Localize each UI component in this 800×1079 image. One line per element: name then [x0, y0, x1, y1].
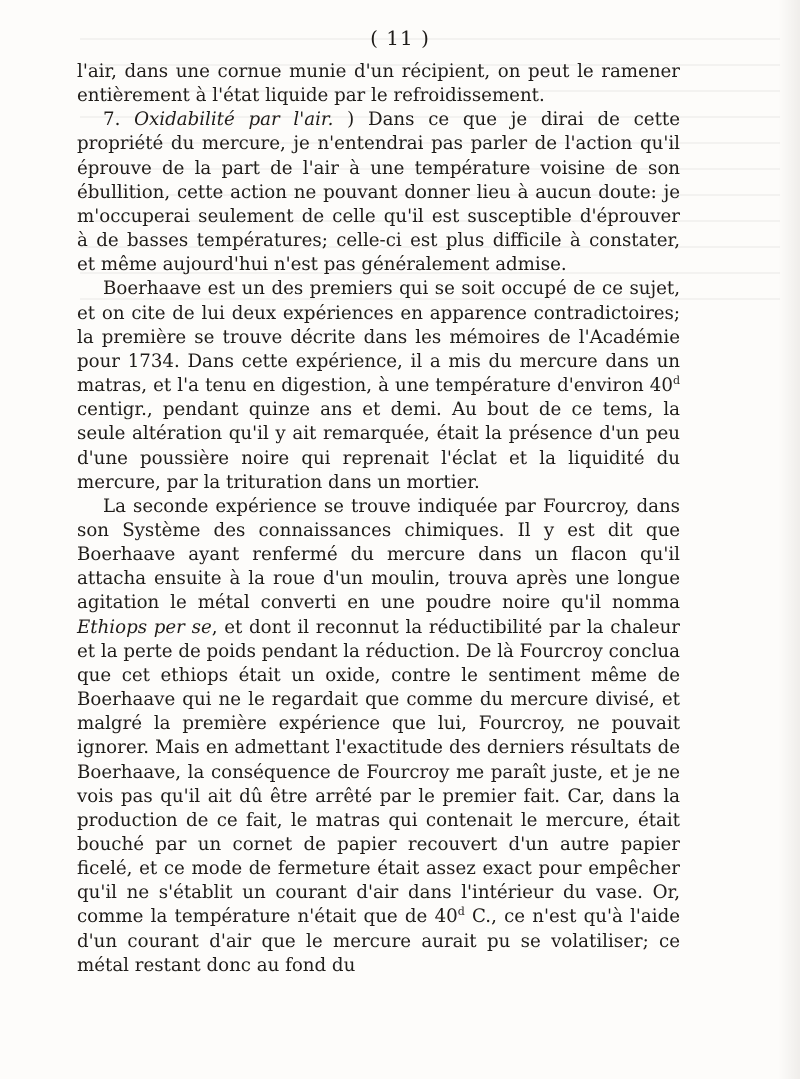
- paragraph-text-after: C., ce n'est qu'à l'aide d'un courant d'air que le mercure aurait pu se volatiliser; ce métal restant donc au fond du: [77, 906, 680, 976]
- paragraph-text-before: Boerhaave est un des premiers qui se soit occupé de ce sujet, et on cite de lui deux expériences en apparence contradictoires; la première se trouve décrite dans les mémoires de l'Académie pour 1734. Dans cette expérience, il a mis du mercure dans un matras, et l'a tenu en digestion, à une température d'environ 40: [77, 278, 680, 397]
- text-body: [77, 60, 680, 978]
- paragraph-section-7: [77, 108, 680, 277]
- section-number: 7.: [103, 109, 121, 131]
- paragraph-text: l'air, dans une cornue munie d'un récipient, on peut le ramener entièrement à l'état liquide par le refroidissement.: [77, 61, 680, 107]
- page-number: ( 11 ): [370, 26, 430, 50]
- paragraph-text-middle: , et dont il reconnut la réductibilité par la chaleur et la perte de poids pendant la réduction. De là Fourcroy conclua que cet ethiops était un oxide, contre le sentiment même de Boerhaave qui ne le regardait que comme du mercure divisé, et malgré la première expérience que lui, Fourcroy, ne pouvait ignorer. Mais en admettant l'exactitude des derniers résultats de Boerhaave, la conséquence de Fourcroy me paraît juste, et je ne vois pas qu'il ait dû être arrêté par le premier fait. Car, dans la production de ce fait, le matras qui contenait le mercure, était bouché par un cornet de papier recouvert d'un autre papier ficelé, et ce mode de fermeture était assez exact pour empêcher qu'il ne s'établit un courant d'air dans l'intérieur du vase. Or, comme la température n'était que de 40: [77, 616, 680, 928]
- paragraph-text-after: centigr., pendant quinze ans et demi. Au bout de ce tems, la seule altération qu'il y ait remarquée, était la présence d'un peu d'une poussière noire qui reprenait l'éclat et la liquidité du mercure, par la trituration dans un mortier.: [77, 399, 680, 493]
- degree-superscript: d: [672, 373, 680, 387]
- paragraph-text: Dans ce que je dirai de cette propriété du mercure, je n'entendrai pas parler de l'action qu'il éprouve de la part de l'air à une température voisine de son ébullition, cette action ne pouvant donner lieu à aucun doute: je m'occuperai seulement de celle qu'il est susceptible d'éprouver à de basses températures; celle-ci est plus difficile à constater, et même aujourd'hui n'est pas généralement admise.: [77, 109, 680, 276]
- paragraph-boerhaave: [77, 277, 680, 494]
- degree-superscript: d: [457, 905, 465, 919]
- section-heading: Oxidabilité par l'air.: [134, 109, 334, 131]
- page-edge-shadow: [778, 0, 800, 1079]
- paragraph-continuation: [77, 60, 680, 108]
- section-heading-close: ): [347, 109, 355, 131]
- paragraph-fourcroy: [77, 495, 680, 978]
- italic-term: Ethiops per se: [77, 616, 212, 638]
- paragraph-text-before: La seconde expérience se trouve indiquée par Fourcroy, dans son Système des connaissances chimiques. Il y est dit que Boerhaave ayant renfermé du mercure dans un flacon qu'il attacha ensuite à la roue d'un moulin, trouva après une longue agitation le métal converti en une poudre noire qu'il nomma: [77, 495, 680, 614]
